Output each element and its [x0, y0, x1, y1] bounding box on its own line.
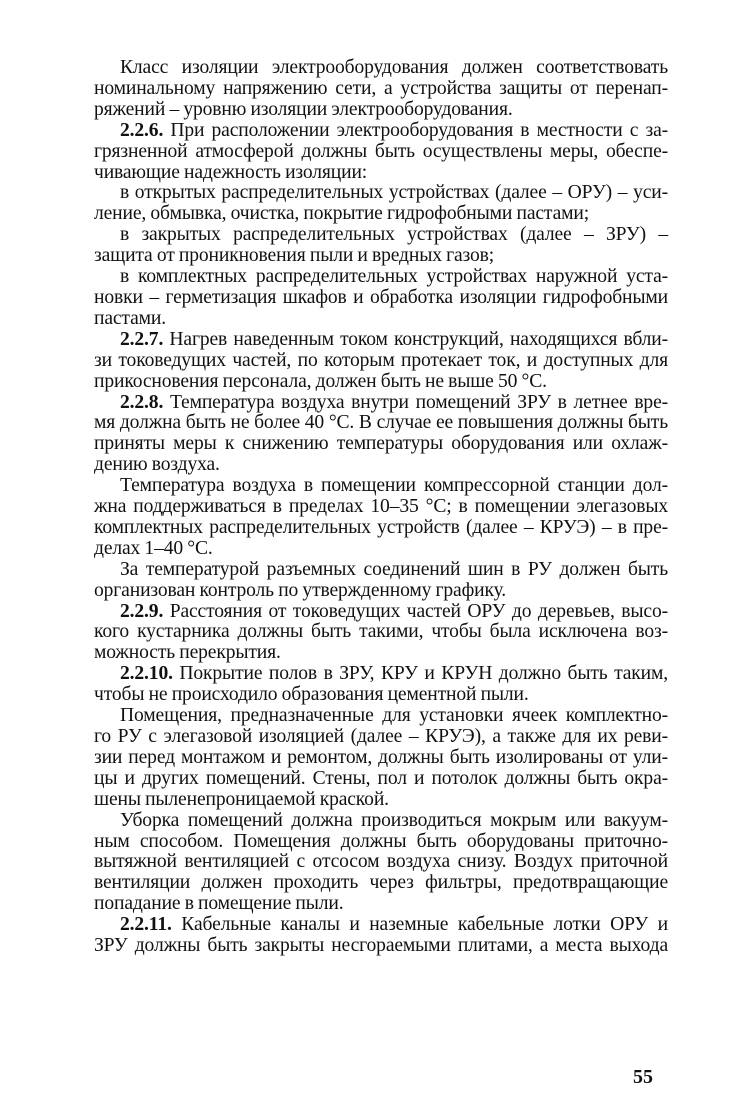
- paragraph: [94, 267, 668, 330]
- section-number: 2.2.10.: [120, 663, 173, 685]
- document-page: [94, 58, 668, 957]
- text-fragment: Кабельные каналы и наземные кабельные лотки ОРУ и: [171, 914, 668, 936]
- text-line: комплектных распределительных устройств (далее – КРУЭ) – в пре-: [94, 516, 668, 538]
- text-line: организован контроль по утвержденному графику.: [94, 579, 507, 601]
- text-line: [94, 393, 668, 414]
- paragraph: [94, 706, 668, 811]
- text-line: новки – герметизация шкафов и обработка изоляции гидрофобными: [94, 286, 668, 308]
- text-line: [94, 121, 668, 142]
- text-line: попадание в помещение пыли.: [94, 893, 344, 915]
- text-line: Класс изоляции электрооборудования должен соответствовать: [120, 57, 668, 78]
- text-line: приняты меры к снижению температуры оборудования или охлаж-: [94, 433, 668, 455]
- text-line: [94, 664, 668, 685]
- text-line: Температура воздуха в помещении компрессорной станции дол-: [120, 475, 668, 497]
- text-line: номинальному напряжению сети, а устройства защиты от перенап-: [94, 77, 668, 99]
- paragraph: [94, 811, 668, 916]
- text-line: ление, обмывка, очистка, покрытие гидрофобными пастами;: [94, 203, 589, 225]
- text-line: шены пыленепроницаемой краской.: [94, 788, 389, 810]
- text-line: защита от проникновения пыли и вредных газов;: [94, 245, 495, 267]
- text-line: чтобы не происходило образования цементной пыли.: [94, 684, 529, 706]
- text-line: можность перекрытия.: [94, 642, 281, 664]
- paragraph: [94, 183, 668, 225]
- text-line: Помещения, предназначенные для установки ячеек комплектно-: [120, 705, 668, 727]
- section-number: 2.2.9.: [120, 600, 164, 622]
- paragraph-2-2-9: [94, 602, 668, 665]
- text-fragment: Температура воздуха внутри помещений ЗРУ в летнее вре-: [163, 391, 668, 413]
- text-line: [94, 330, 668, 351]
- section-number: 2.2.6.: [120, 119, 164, 141]
- text-line: ным способом. Помещения должны быть оборудованы приточно-: [94, 830, 668, 852]
- paragraph: [94, 58, 668, 121]
- text-line: дению воздуха.: [94, 454, 220, 476]
- text-fragment: Покрытие полов в ЗРУ, КРУ и КРУН должно быть таким,: [172, 663, 668, 685]
- text-fragment: Нагрев наведенным током конструкций, находящихся вбли-: [163, 328, 668, 350]
- paragraph: [94, 560, 668, 602]
- text-line: грязненной атмосферой должны быть осуществлены меры, обеспе-: [94, 140, 668, 162]
- text-line: го РУ с элегазовой изоляцией (далее – КРУЭ), а также для их реви-: [94, 726, 668, 747]
- section-number: 2.2.7.: [120, 328, 164, 350]
- text-line: [94, 602, 668, 623]
- text-fragment: Расстояния от токоведущих частей ОРУ до деревьев, высо-: [163, 600, 668, 622]
- paragraph-2-2-10: [94, 664, 668, 706]
- text-line: зии перед монтажом и ремонтом, должны быть изолированы от ули-: [94, 746, 668, 768]
- text-line: пастами.: [94, 307, 166, 329]
- text-line: За температурой разъемных соединений шин в РУ должен быть: [120, 558, 668, 580]
- text-line: вытяжной вентиляцией с отсосом воздуха снизу. Воздух приточной: [94, 851, 668, 873]
- text-line: жна поддерживаться в пределах 10–35 °С; в помещении элегазовых: [94, 496, 668, 518]
- text-line: Уборка помещений должна производиться мокрым или вакуум-: [120, 809, 668, 831]
- paragraph-2-2-8: [94, 393, 668, 477]
- paragraph-2-2-6: [94, 121, 668, 184]
- text-line: ЗРУ должны быть закрыты несгораемыми плитами, а места выхода: [94, 935, 668, 957]
- section-number: 2.2.11.: [120, 914, 172, 936]
- page-number: 55: [633, 1066, 653, 1088]
- paragraph-2-2-11: [94, 915, 668, 957]
- text-line: в закрытых распределительных устройствах (далее – ЗРУ) –: [120, 224, 668, 246]
- paragraph: [94, 476, 668, 560]
- text-fragment: При расположении электрооборудования в местности с за-: [163, 119, 668, 141]
- text-line: мя должна быть не более 40 °С. В случае ее повышения должны быть: [94, 412, 668, 434]
- text-line: цы и других помещений. Стены, пол и потолок должны быть окра-: [94, 767, 668, 789]
- text-line: вентиляции должен проходить через фильтры, предотвращающие: [94, 872, 668, 894]
- text-line: кого кустарника должны быть такими, чтобы была исключена воз-: [94, 621, 668, 643]
- text-line: чивающие надежность изоляции:: [94, 161, 368, 183]
- text-line: в комплектных распределительных устройствах наружной уста-: [120, 266, 668, 288]
- section-number: 2.2.8.: [120, 391, 164, 413]
- text-line: делах 1–40 °С.: [94, 537, 213, 559]
- paragraph: [94, 225, 668, 267]
- text-line: ряжений – уровню изоляции электрооборудования.: [94, 98, 513, 120]
- text-line: зи токоведущих частей, по которым протекает ток, и доступных для: [94, 349, 668, 371]
- paragraph-2-2-7: [94, 330, 668, 393]
- text-line: в открытых распределительных устройствах (далее – ОРУ) – уси-: [120, 182, 668, 204]
- text-line: прикосновения персонала, должен быть не выше 50 °С.: [94, 370, 547, 392]
- text-line: [94, 915, 668, 936]
